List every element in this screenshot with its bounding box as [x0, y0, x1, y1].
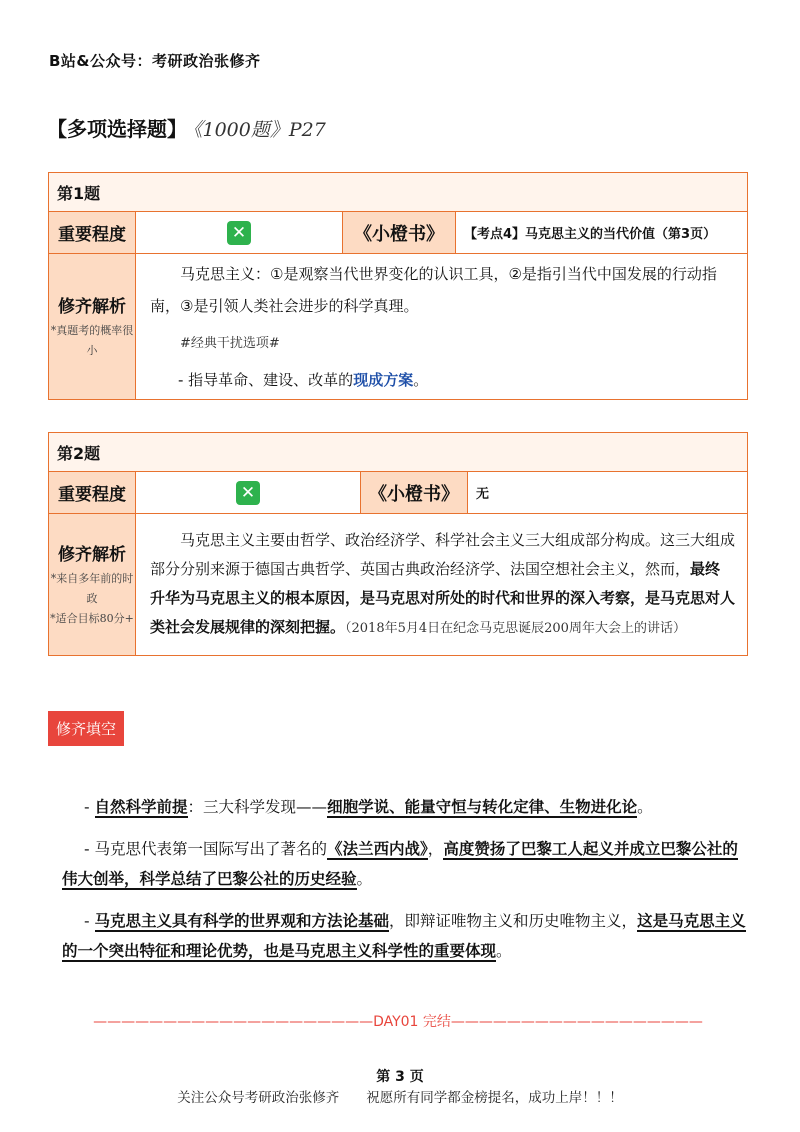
section-title-label: 【多项选择题】: [47, 117, 187, 141]
fill-item-3-prefix: -: [84, 912, 90, 930]
fill-blank-list: [62, 792, 752, 978]
fill-item-2-prefix: - 马克思代表第一国际写出了著名的: [84, 840, 328, 858]
fill-item-3: [62, 906, 752, 966]
analysis-text-bold: 最终升华为马克思主义的根本原因，是马克思对所处的时代和世界的深入考察，是马克思对人类社会发展规律的深刻把握。: [150, 560, 736, 636]
distractor-suffix: 。: [413, 370, 429, 389]
distractor-line: [150, 364, 735, 396]
analysis-label: 修齐解析: [58, 297, 126, 317]
distractor-prefix: - 指导革命、建设、改革的: [178, 370, 354, 389]
analysis-text-1: 马克思主义主要由哲学、政治经济学、科学社会主义三大组成部分构成。这三大组成部分分别来源于德国古典哲学、英国古典政治经济学、法国空想社会主义，然而，: [150, 531, 736, 578]
importance-value: [136, 212, 343, 254]
section-title: [47, 113, 326, 142]
importance-value: [136, 472, 361, 514]
fill-item-2-text: ，: [427, 840, 444, 858]
fill-item-1: [62, 792, 752, 822]
analysis-content: [136, 514, 748, 656]
analysis-note-2: *适合目标80分+: [50, 612, 134, 625]
fill-item-2-end: 。: [356, 870, 373, 888]
fill-item-3-blank-a: 马克思主义具有科学的世界观和方法论基础: [94, 912, 390, 930]
fill-blank-tag: 修齐填空: [48, 711, 124, 746]
book-reference: 无: [468, 472, 748, 514]
cross-icon: ✕: [236, 481, 260, 505]
book-reference: 【考点4】马克思主义的当代价值（第3页）: [456, 212, 748, 254]
cross-icon: ✕: [227, 221, 251, 245]
question-1-table: [48, 172, 748, 400]
section-title-ref: 《1000题》P27: [193, 119, 326, 141]
fill-item-1-end: 。: [637, 798, 653, 816]
analysis-label-cell: [49, 514, 136, 656]
importance-label: 重要程度: [49, 212, 136, 254]
analysis-label-cell: [49, 254, 136, 400]
fill-item-2: [62, 834, 752, 894]
distractor-tag: #经典干扰选项#: [180, 335, 280, 351]
analysis-note-1: *来自多年前的时政: [50, 572, 134, 605]
fill-item-3-text: ，即辩证唯物主义和历史唯物主义，: [389, 912, 638, 930]
fill-item-1-blank-a: 自然科学前提: [94, 798, 188, 816]
question-2-heading: 第2题: [49, 433, 748, 472]
question-2-table: [48, 432, 748, 656]
fill-item-3-end: 。: [496, 942, 512, 960]
importance-label: 重要程度: [49, 472, 136, 514]
distractor-highlight: 现成方案: [353, 370, 414, 389]
analysis-main-text: 马克思主义：①是观察当代世界变化的认识工具，②是指引当代中国发展的行动指南，③是引领人类社会进步的科学真理。: [150, 264, 717, 315]
fill-item-2-blank-a: 《法兰西内战》: [327, 840, 428, 858]
fill-item-1-prefix: -: [84, 798, 90, 816]
header-tag: B站&公众号：考研政治张修齐: [49, 52, 261, 70]
footer-text: 关注公众号考研政治张修齐 祝愿所有同学都金榜提名，成功上岸！！！: [177, 1090, 623, 1106]
page-number: 第 3 页: [376, 1069, 424, 1085]
book-label: 《小橙书》: [343, 212, 456, 254]
analysis-note: *真题考的概率很小: [50, 324, 134, 357]
analysis-label: 修齐解析: [58, 545, 126, 565]
analysis-source: （2018年5月4日在纪念马克思诞辰200周年大会上的讲话）: [345, 621, 686, 636]
book-label: 《小橙书》: [361, 472, 468, 514]
analysis-text: [150, 526, 735, 643]
day-divider: ————————————————————DAY01 完结——————————————————: [93, 1014, 703, 1030]
fill-item-1-blank-b: 细胞学说、能量守恒与转化定律、生物进化论: [327, 798, 638, 816]
question-1-heading: 第1题: [49, 173, 748, 212]
fill-item-1-text: ：三大科学发现——: [187, 798, 328, 816]
fill-item-2-blank-b: 高度赞扬了巴黎工人起义并成立巴黎公社的伟大创举，科学总结了巴黎公社的历史经验: [62, 840, 738, 888]
analysis-content: [136, 254, 748, 400]
fill-item-3-blank-b: 这是马克思主义的一个突出特征和理论优势，也是马克思主义科学性的重要体现: [62, 912, 746, 960]
